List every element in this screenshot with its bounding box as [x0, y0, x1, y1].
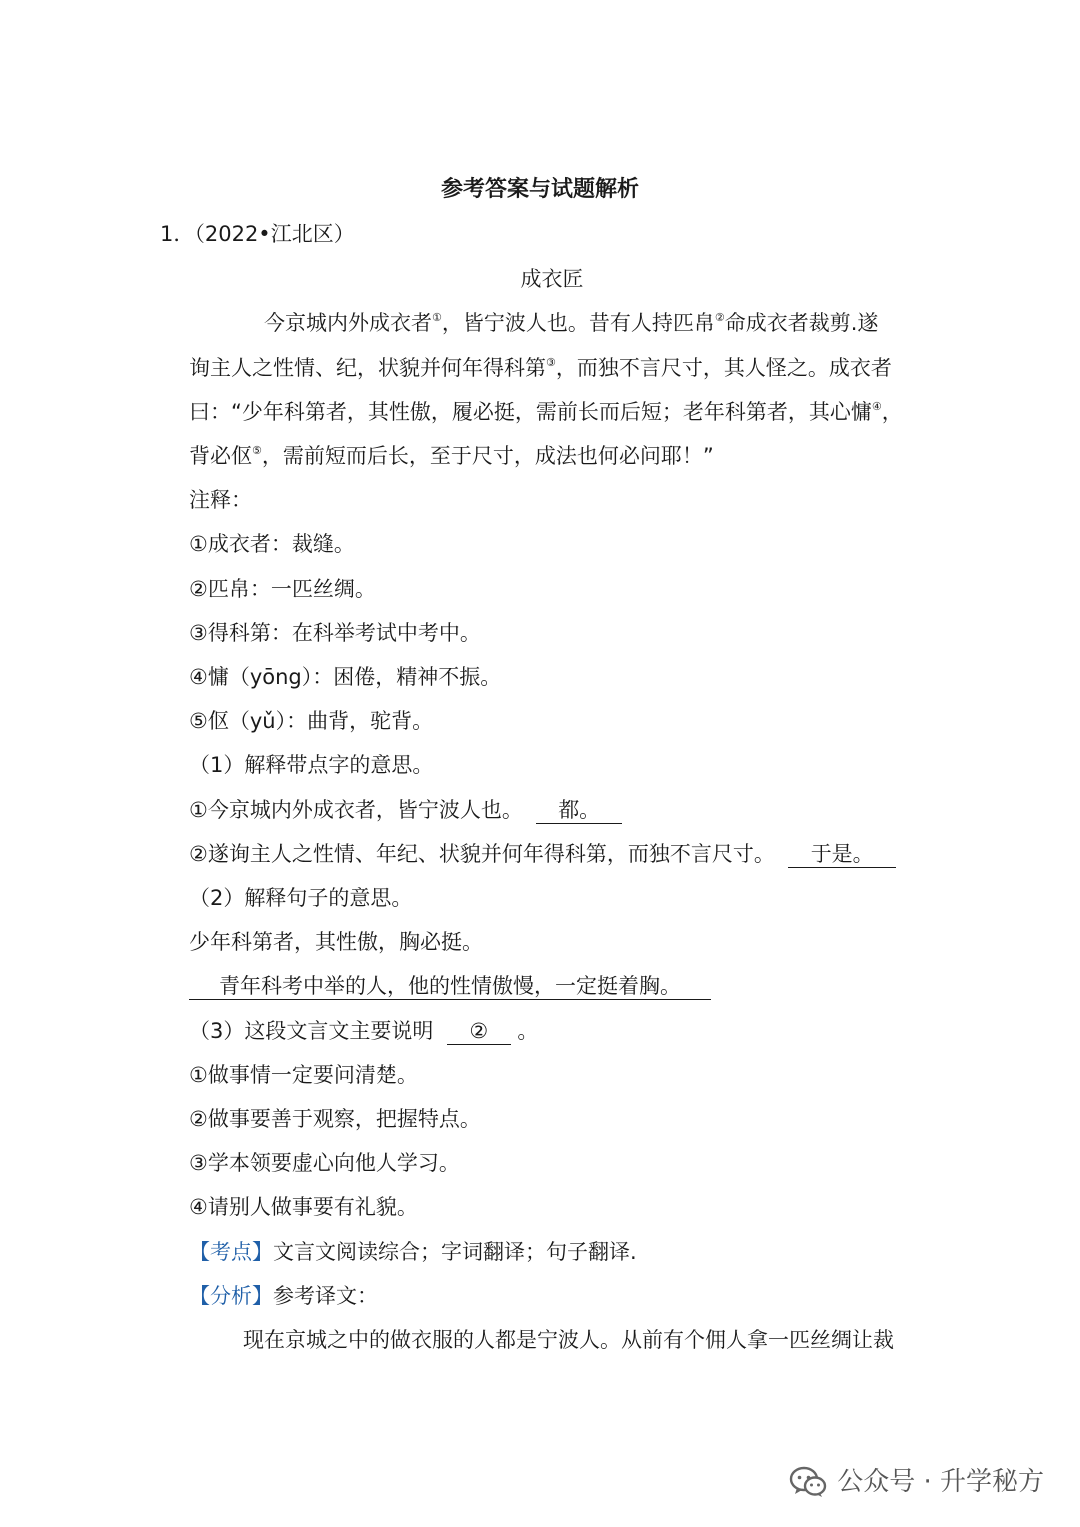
kaodian-line: 【考点】文言文阅读综合；字词翻译；句子翻译. — [189, 1240, 637, 1264]
fenxi-line: 【分析】参考译文： — [189, 1284, 378, 1308]
part2-answer-line — [189, 971, 711, 1001]
passage-line-2: 询主人之性情、纪，状貌并何年得科第③，而独不言尺寸，其人怪之。成衣者 — [189, 356, 892, 380]
note-1: ①成衣者：裁缝。 — [189, 532, 355, 556]
part1-answer2: 于是。 — [788, 841, 896, 868]
page-title: 参考答案与试题解析 — [440, 177, 639, 202]
part3-option-3: ③学本领要虚心向他人学习。 — [189, 1151, 460, 1175]
note-5: ⑤伛（yǔ）：曲背，驼背。 — [189, 709, 434, 733]
passage-line-1: 今京城内外成衣者①，皆宁波人也。昔有人持匹帛②命成衣者裁剪.遂 — [264, 311, 879, 335]
passage-line-4: 背必伛⑤，需前短而后长，至于尺寸，成法也何必问耶！” — [189, 444, 714, 468]
part2-answer: 青年科考中举的人，他的性情傲慢，一定挺着胸。 — [189, 973, 711, 1000]
passage-title: 成衣匠 — [520, 267, 584, 291]
note-3: ③得科第：在科举考试中考中。 — [189, 621, 481, 645]
notes-heading: 注释： — [189, 488, 252, 512]
part1-item1: ①今京城内外成衣者，皆宁波人也。 都。 — [189, 795, 622, 825]
part3-prompt-line: （3）这段文言文主要说明 ② 。 — [189, 1019, 539, 1043]
note-4: ④慵（yōng）：困倦，精神不振。 — [189, 665, 502, 689]
kaodian-label: 【考点】 — [189, 1240, 273, 1264]
part2-prompt: （2）解释句子的意思。 — [189, 886, 413, 910]
passage-line-3: 曰：“少年科第者，其性傲，履必挺，需前长而后短；老年科第者，其心慵④， — [189, 400, 903, 424]
part1-prompt: （1）解释带点字的意思。 — [189, 753, 434, 777]
watermark — [789, 1462, 1044, 1502]
fenxi-label: 【分析】 — [189, 1284, 273, 1308]
note-2: ②匹帛：一匹丝绸。 — [189, 577, 376, 601]
translation-text: 现在京城之中的做衣服的人都是宁波人。从前有个佣人拿一匹丝绸让裁 — [243, 1328, 894, 1352]
part3-answer: ② — [447, 1018, 511, 1045]
part3-option-2: ②做事要善于观察，把握特点。 — [189, 1107, 481, 1131]
watermark-text: 公众号 · 升学秘方 — [837, 1467, 1044, 1497]
part2-sentence: 少年科第者，其性傲，胸必挺。 — [189, 930, 483, 954]
part1-item2: ②遂询主人之性情、年纪、状貌并何年得科第，而独不言尺寸。 于是。 — [189, 839, 896, 869]
question-number: 1．（2022•江北区） — [160, 222, 355, 246]
part3-option-4: ④请别人做事要有礼貌。 — [189, 1195, 418, 1219]
part3-option-1: ①做事情一定要问清楚。 — [189, 1063, 418, 1087]
wechat-icon — [789, 1466, 827, 1498]
part1-answer1: 都。 — [536, 797, 622, 824]
